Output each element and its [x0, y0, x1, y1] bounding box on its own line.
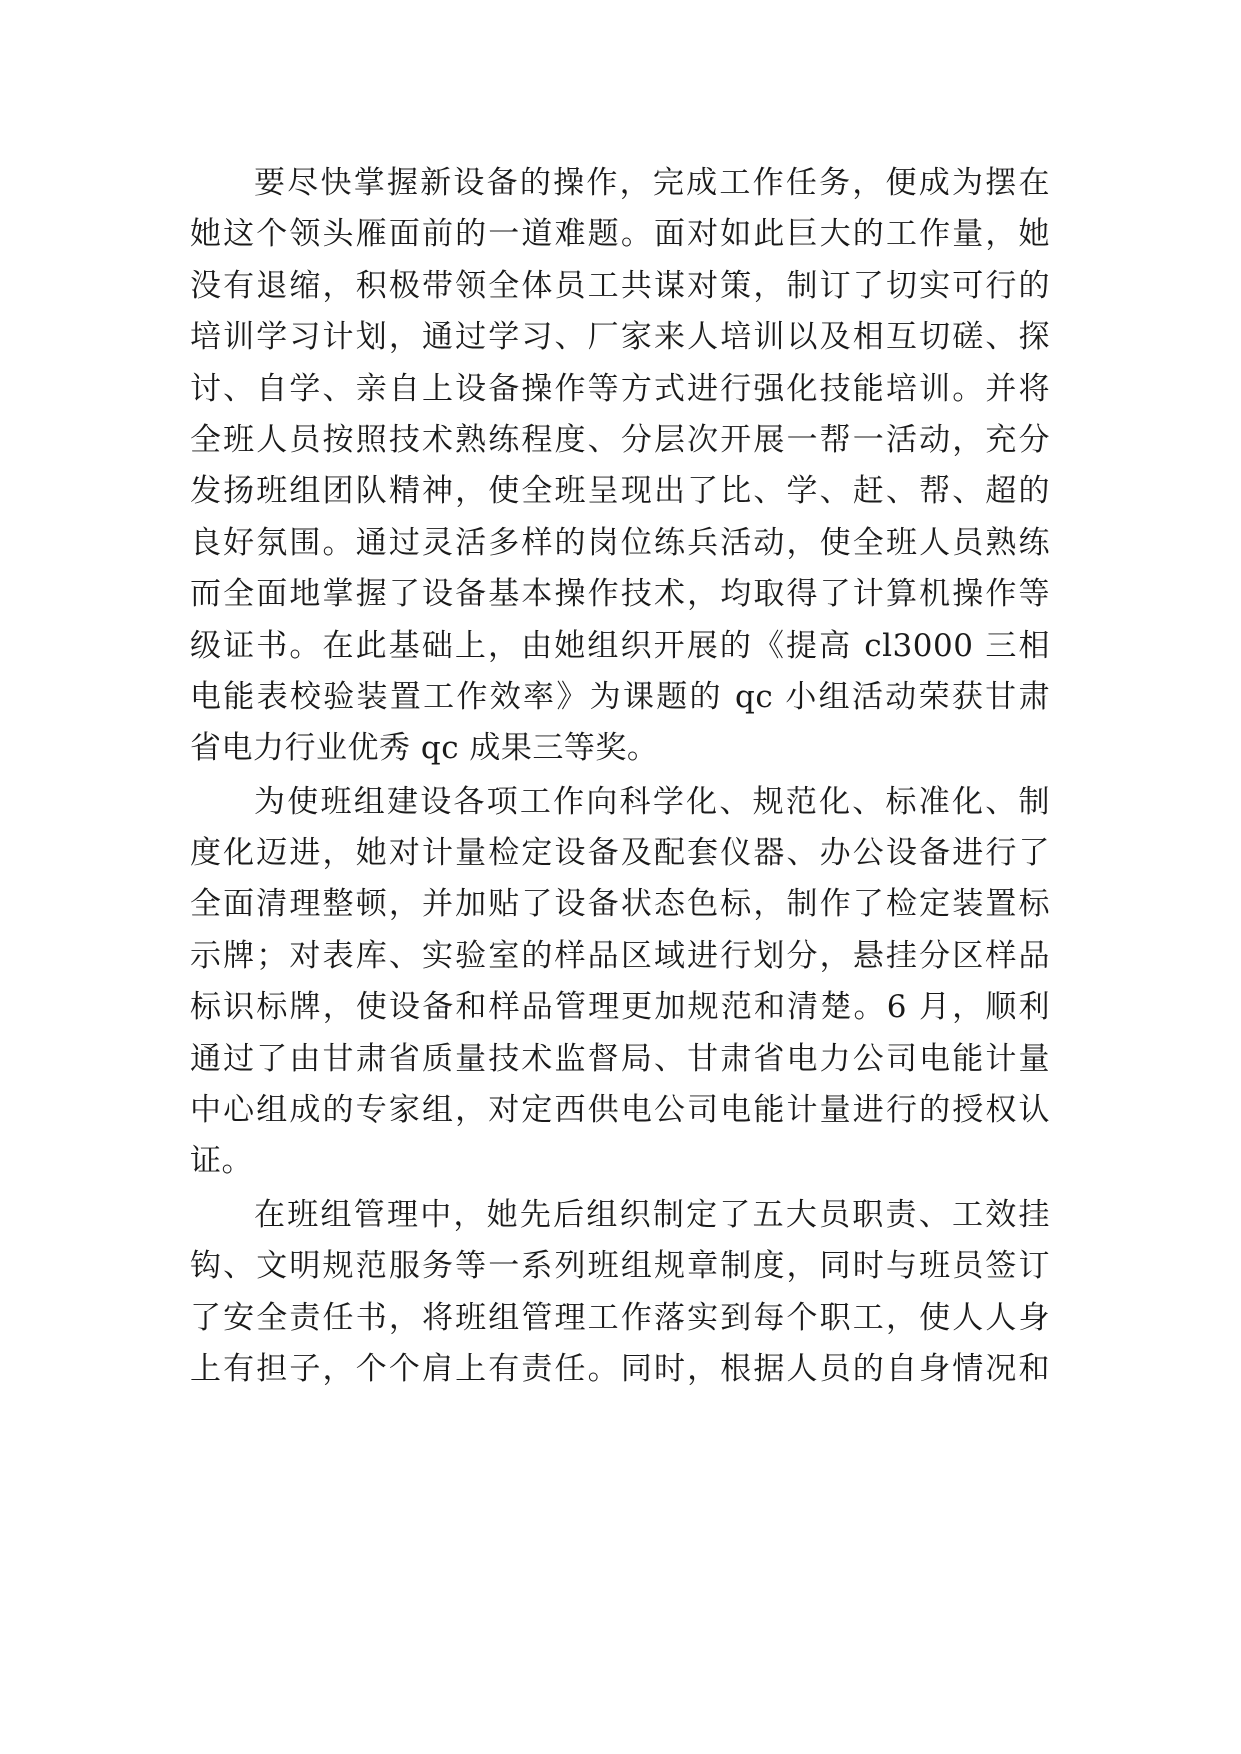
- text-line: 良好氛围。通过灵活多样的岗位练兵活动，使全班人员熟练: [190, 524, 1050, 561]
- text-line: 上有担子，个个肩上有责任。同时，根据人员的自身情况和: [190, 1350, 1050, 1387]
- paragraph-3: [190, 1190, 1050, 1396]
- text-line: 钩、文明规范服务等一系列班组规章制度，同时与班员签订: [190, 1248, 1050, 1285]
- text-line: 发扬班组团队精神，使全班呈现出了比、学、赶、帮、超的: [190, 473, 1050, 510]
- text-line: 级证书。在此基础上，由她组织开展的《提高 cl3000 三相: [190, 627, 1050, 664]
- text-line: 讨、自学、亲自上设备操作等方式进行强化技能培训。并将: [190, 370, 1050, 407]
- text-line: 培训学习计划，通过学习、厂家来人培训以及相互切磋、探: [190, 319, 1050, 356]
- text-line: 全班人员按照技术熟练程度、分层次开展一帮一活动，充分: [190, 421, 1050, 458]
- paragraph-1: [190, 158, 1050, 775]
- text-line: 没有退缩，积极带领全体员工共谋对策，制订了切实可行的: [190, 267, 1050, 304]
- text-line: 要尽快掌握新设备的操作，完成工作任务，便成为摆在: [254, 165, 1050, 201]
- text-line: 了安全责任书，将班组管理工作落实到每个职工，使人人身: [190, 1299, 1050, 1336]
- text-line: 电能表校验装置工作效率》为课题的 qc 小组活动荣获甘肃: [190, 678, 1050, 715]
- text-line: 标识标牌，使设备和样品管理更加规范和清楚。6 月，顺利: [190, 989, 1050, 1026]
- text-line: 省电力行业优秀 qc 成果三等奖。: [190, 730, 659, 767]
- text-line: 证。: [190, 1143, 253, 1180]
- text-line: 通过了由甘肃省质量技术监督局、甘肃省电力公司电能计量: [190, 1040, 1050, 1077]
- text-line: 而全面地掌握了设备基本操作技术，均取得了计算机操作等: [190, 576, 1050, 613]
- paragraph-2: [190, 777, 1050, 1188]
- text-line: 度化迈进，她对计量检定设备及配套仪器、办公设备进行了: [190, 835, 1050, 872]
- text-line: 在班组管理中，她先后组织制定了五大员职责、工效挂: [254, 1196, 1050, 1233]
- text-line: 示牌；对表库、实验室的样品区域进行划分，悬挂分区样品: [190, 937, 1050, 974]
- text-line: 为使班组建设各项工作向科学化、规范化、标准化、制: [254, 783, 1050, 820]
- body-text: [190, 158, 1050, 1395]
- text-line: 她这个领头雁面前的一道难题。面对如此巨大的工作量，她: [190, 216, 1050, 253]
- text-line: 中心组成的专家组，对定西供电公司电能计量进行的授权认: [190, 1092, 1050, 1129]
- text-line: 全面清理整顿，并加贴了设备状态色标，制作了检定装置标: [190, 886, 1050, 923]
